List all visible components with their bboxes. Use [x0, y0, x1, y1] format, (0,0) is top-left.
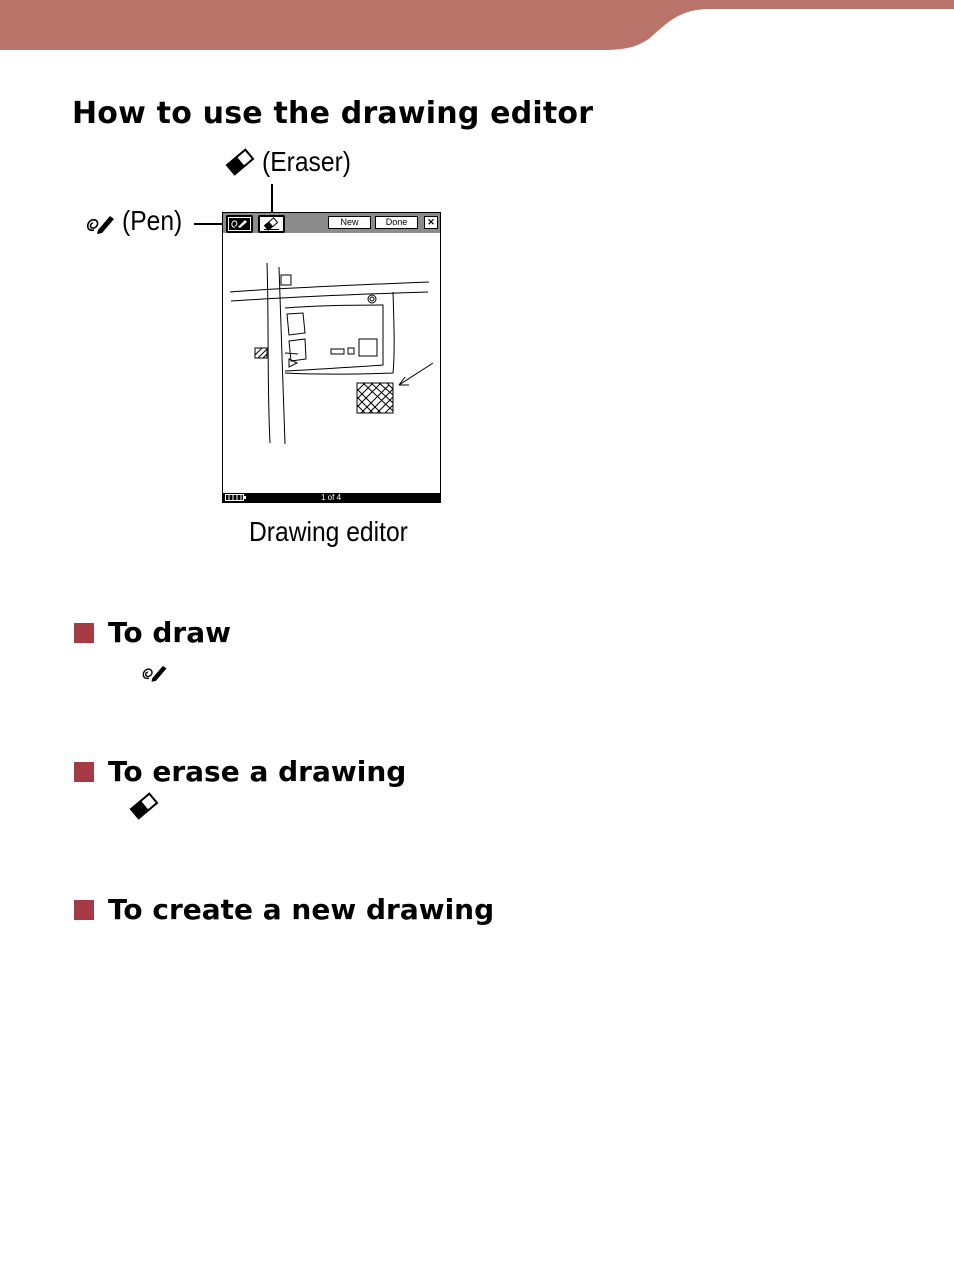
eraser-icon	[128, 792, 160, 820]
section-title-erase: To erase a drawing	[108, 755, 407, 788]
editor-toolbar	[223, 213, 440, 233]
pen-tool-button[interactable]	[226, 215, 253, 233]
eraser-icon	[260, 217, 283, 231]
section-bullet	[74, 623, 94, 643]
page-title: How to use the drawing editor	[72, 96, 594, 131]
pen-callout-line	[194, 223, 224, 225]
pen-label: (Pen)	[122, 205, 183, 236]
pen-icon	[84, 210, 118, 236]
eraser-label: (Eraser)	[262, 146, 351, 177]
drawing-editor-screen	[222, 212, 441, 503]
new-button[interactable]: New	[328, 216, 371, 229]
section-bullet	[74, 900, 94, 920]
done-button[interactable]: Done	[375, 216, 418, 229]
battery-icon	[225, 494, 247, 501]
close-button[interactable]: ✕	[424, 216, 438, 229]
drawing-canvas[interactable]	[223, 233, 440, 495]
eraser-icon	[224, 148, 256, 176]
section-title-new: To create a new drawing	[108, 893, 495, 926]
header-band	[0, 0, 954, 52]
eraser-callout-line	[271, 184, 273, 212]
section-title-draw: To draw	[108, 616, 231, 649]
section-bullet	[74, 762, 94, 782]
figure-caption: Drawing editor	[249, 516, 408, 547]
eraser-tool-button[interactable]	[258, 215, 285, 233]
page-indicator: 1 of 4	[321, 493, 342, 502]
pen-icon	[140, 660, 170, 684]
pen-icon	[228, 217, 251, 231]
status-bar	[223, 493, 440, 502]
